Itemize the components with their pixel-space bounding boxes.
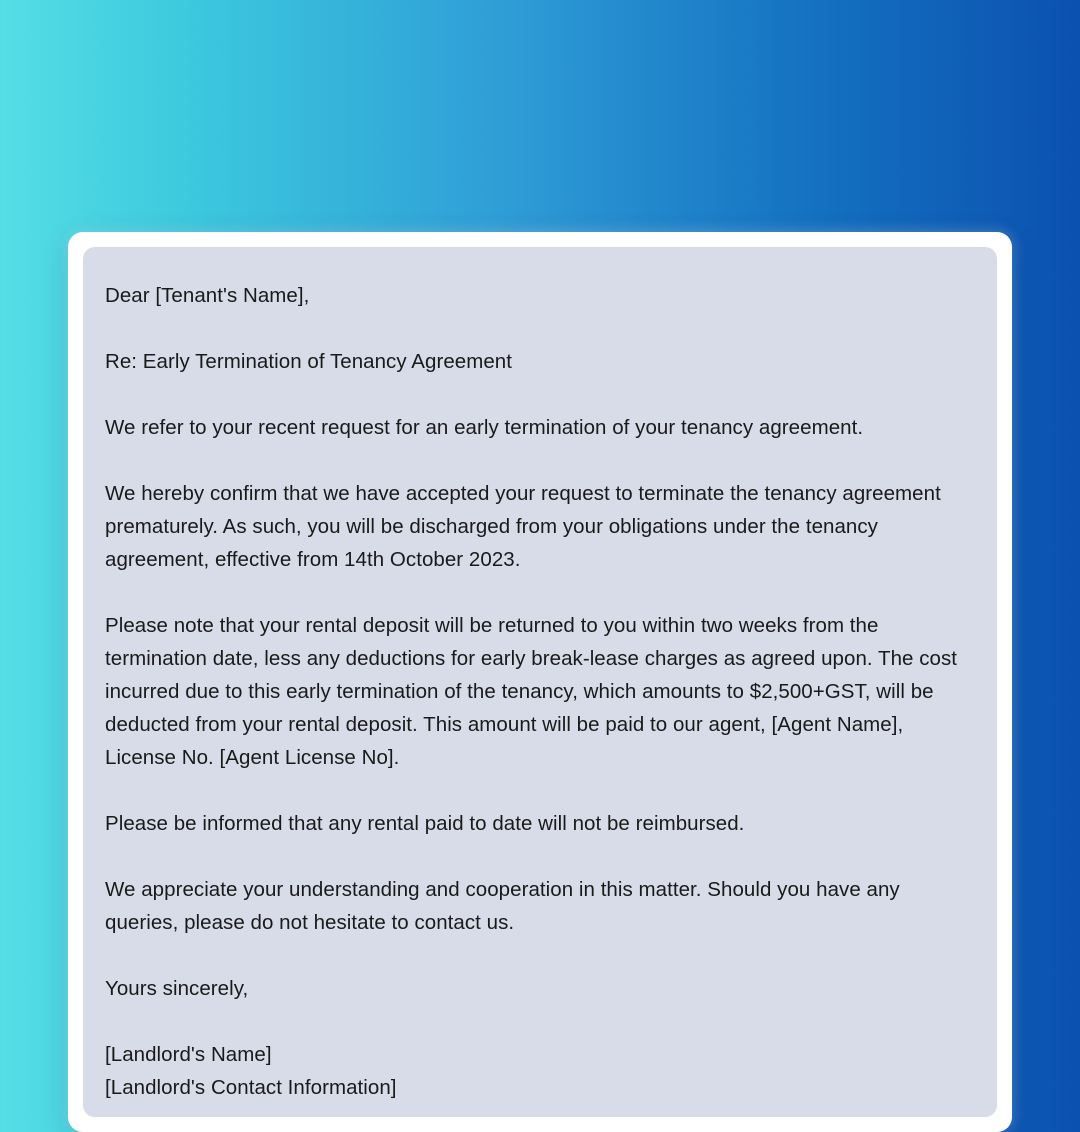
letter-paragraph-5: We appreciate your understanding and cooperation in this matter. Should you have any queries, please do not hesitate to contact us. bbox=[105, 878, 900, 934]
letter-salutation: Dear [Tenant's Name], bbox=[105, 284, 310, 307]
letter-card bbox=[68, 232, 1012, 1132]
letter-closing: Yours sincerely, bbox=[105, 977, 249, 1000]
letter-paragraph-4: Please be informed that any rental paid to date will not be reimbursed. bbox=[105, 812, 745, 835]
letter-subject-line: Re: Early Termination of Tenancy Agreement bbox=[105, 350, 513, 373]
letter-paragraph-3: Please note that your rental deposit will be returned to you within two weeks from the termination date, less any deductions for early break-lease charges as agreed upon. The cost incurred due to this early termination of the tenancy, which amounts to $2,500+GST, will be deducted from your rental deposit. This amount will be paid to our agent, [Agent Name], License No. [Agent License No]. bbox=[105, 614, 958, 769]
letter-body bbox=[105, 279, 975, 1104]
letter-signature-block bbox=[105, 1038, 975, 1104]
letter-paragraph-2: We hereby confirm that we have accepted your request to terminate the tenancy agreement prematurely. As such, you will be discharged from your obligations under the tenancy agreement, effective from 14th October 2023. bbox=[105, 482, 941, 571]
letter-paragraph-1: We refer to your recent request for an early termination of your tenancy agreement. bbox=[105, 416, 864, 439]
letter-document-panel bbox=[83, 247, 997, 1117]
signature-landlord-contact: [Landlord's Contact Information] bbox=[105, 1076, 397, 1099]
signature-landlord-name: [Landlord's Name] bbox=[105, 1043, 272, 1066]
